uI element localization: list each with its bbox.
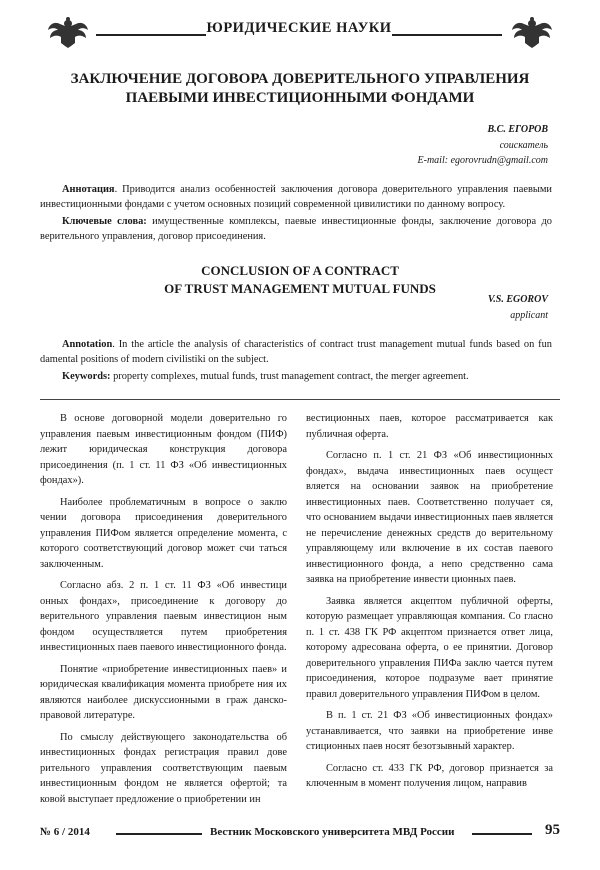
abstract-en-text: . In the article the analysis of characteristics of contract trust management mutual funds based on fun damental positions of modern civilistiki on the subject.	[40, 339, 552, 365]
paragraph: Согласно ст. 433 ГК РФ, договор признается за ключенным в момент получения лицом, направив	[306, 762, 553, 789]
article-title-ru	[40, 70, 560, 108]
section-title: ЮРИДИЧЕСКИЕ НАУКИ	[206, 20, 392, 36]
paragraph: Согласно абз. 2 п. 1 ст. 11 ФЗ «Об инвестици онных фондах», присоединение к договору до верительного управления паевым инвестицион ным фондом осуществляется путем приобретения инвестиционных паев паевого инвестиционного фонда.	[40, 580, 287, 653]
body-column-right	[306, 411, 553, 798]
author-role-en: applicant	[510, 310, 548, 321]
page-number: 95	[545, 822, 560, 838]
paragraph: По смыслу действующего законодательства об инвестиционных фондах регистрация правил дове рительного управления соответствующим паевым инвестиционным фондом не является офертой; та ковой выступает предложение о приобретении ин	[40, 731, 287, 805]
issue-number: № 6 / 2014	[40, 826, 90, 838]
header-rule-right	[392, 34, 502, 36]
title-en-line2: OF TRUST MANAGEMENT MUTUAL FUNDS	[164, 281, 436, 296]
journal-name: Вестник Московского университета МВД России	[210, 826, 455, 838]
double-eagle-emblem-icon	[46, 16, 90, 50]
author-name-ru: В.С. ЕГОРОВ	[487, 124, 548, 135]
article-title-en	[40, 262, 560, 298]
author-name-en: V.S. EGOROV	[487, 294, 548, 305]
abstract-ru-label: Аннотация	[62, 184, 115, 195]
abstract-en	[40, 337, 552, 367]
keywords-ru-text: имущественные комплексы, паевые инвестиционные фонды, заключение договора до верительного управления, договор присоединения.	[40, 216, 552, 242]
keywords-en	[40, 369, 552, 384]
paragraph: Заявка является акцептом публичной оферты, которую размещает управляющая компания. Со гласно п. 1 ст. 438 ГК РФ акцептом признается ответ лица, которому адресована оферта, о ее принятии. Договор доверительного управления ПИФа заклю чается путем присоединения, которое подразуме вает принятие правил доверительного управления ПИФом в целом.	[306, 595, 553, 700]
author-role-ru: соискатель	[499, 140, 548, 151]
paragraph: Понятие «приобретение инвестиционных паев» и юридическая квалификация момента приобрете ния их являются наиболее дискуссионными в граж данско-правовой литературе.	[40, 663, 287, 721]
abstract-ru-text: . Приводится анализ особенностей заключения договора доверительного управления паевыми инвестиционными фондами с учетом основных позиций современной цивилистики по данному вопросу.	[40, 184, 552, 210]
keywords-ru-label: Ключевые слова:	[62, 216, 147, 227]
title-en-line1: CONCLUSION OF A CONTRACT	[201, 263, 399, 278]
title-ru-line1: ЗАКЛЮЧЕНИЕ ДОГОВОРА ДОВЕРИТЕЛЬНОГО УПРАВЛЕНИЯ	[70, 71, 530, 87]
keywords-ru	[40, 214, 552, 244]
title-ru-line2: ПАЕВЫМИ ИНВЕСТИЦИОННЫМИ ФОНДАМИ	[125, 90, 475, 106]
header-rule-left	[96, 34, 206, 36]
footer-rule-left	[116, 833, 202, 835]
double-eagle-emblem-icon	[510, 16, 554, 50]
footer-rule-right	[472, 833, 532, 835]
body-column-left	[40, 411, 287, 813]
section-divider	[40, 399, 560, 400]
keywords-en-label: Keywords:	[62, 371, 111, 382]
abstract-en-label: Annotation	[62, 339, 113, 350]
author-email: E-mail: egorovrudn@gmail.com	[417, 155, 548, 166]
paragraph: Согласно п. 1 ст. 21 ФЗ «Об инвестиционных фондах», выдача инвестиционных паев осущест вляется на основании заявок на приобретение инвестиционных паев. Соответственно получает ся, что основанием выдачи инвестиционных паев является не перечисление денежных средств до верительному управляющему или включение в их состав паевого инвестиционного фонда, а непо средственно сама заявка на приобретение инвести ционных паев.	[306, 450, 553, 585]
paragraph: В п. 1 ст. 21 ФЗ «Об инвестиционных фондах» устанавливается, что заявки на приобретение инве стиционных паев носят безотзывный характер.	[306, 710, 553, 752]
abstract-ru	[40, 182, 552, 212]
paragraph-continued: вестиционных паев, которое рассматривается как публичная оферта.	[306, 413, 553, 440]
paragraph: Наиболее проблематичным в вопросе о заклю чении договора присоединения доверительного управления ПИФом является определение момента, с которого соответствующий договор может счи таться заключенным.	[40, 496, 287, 570]
keywords-en-text: property complexes, mutual funds, trust management contract, the merger agreement.	[110, 371, 469, 382]
page-footer	[40, 824, 560, 844]
paragraph: В основе договорной модели доверительно го управления паевым инвестиционным фондом (ПИФ) лежит юридическая конструкция договора присоединения (п. 1 ст. 11 ФЗ «Об инвестиционных фондах»).	[40, 413, 287, 486]
